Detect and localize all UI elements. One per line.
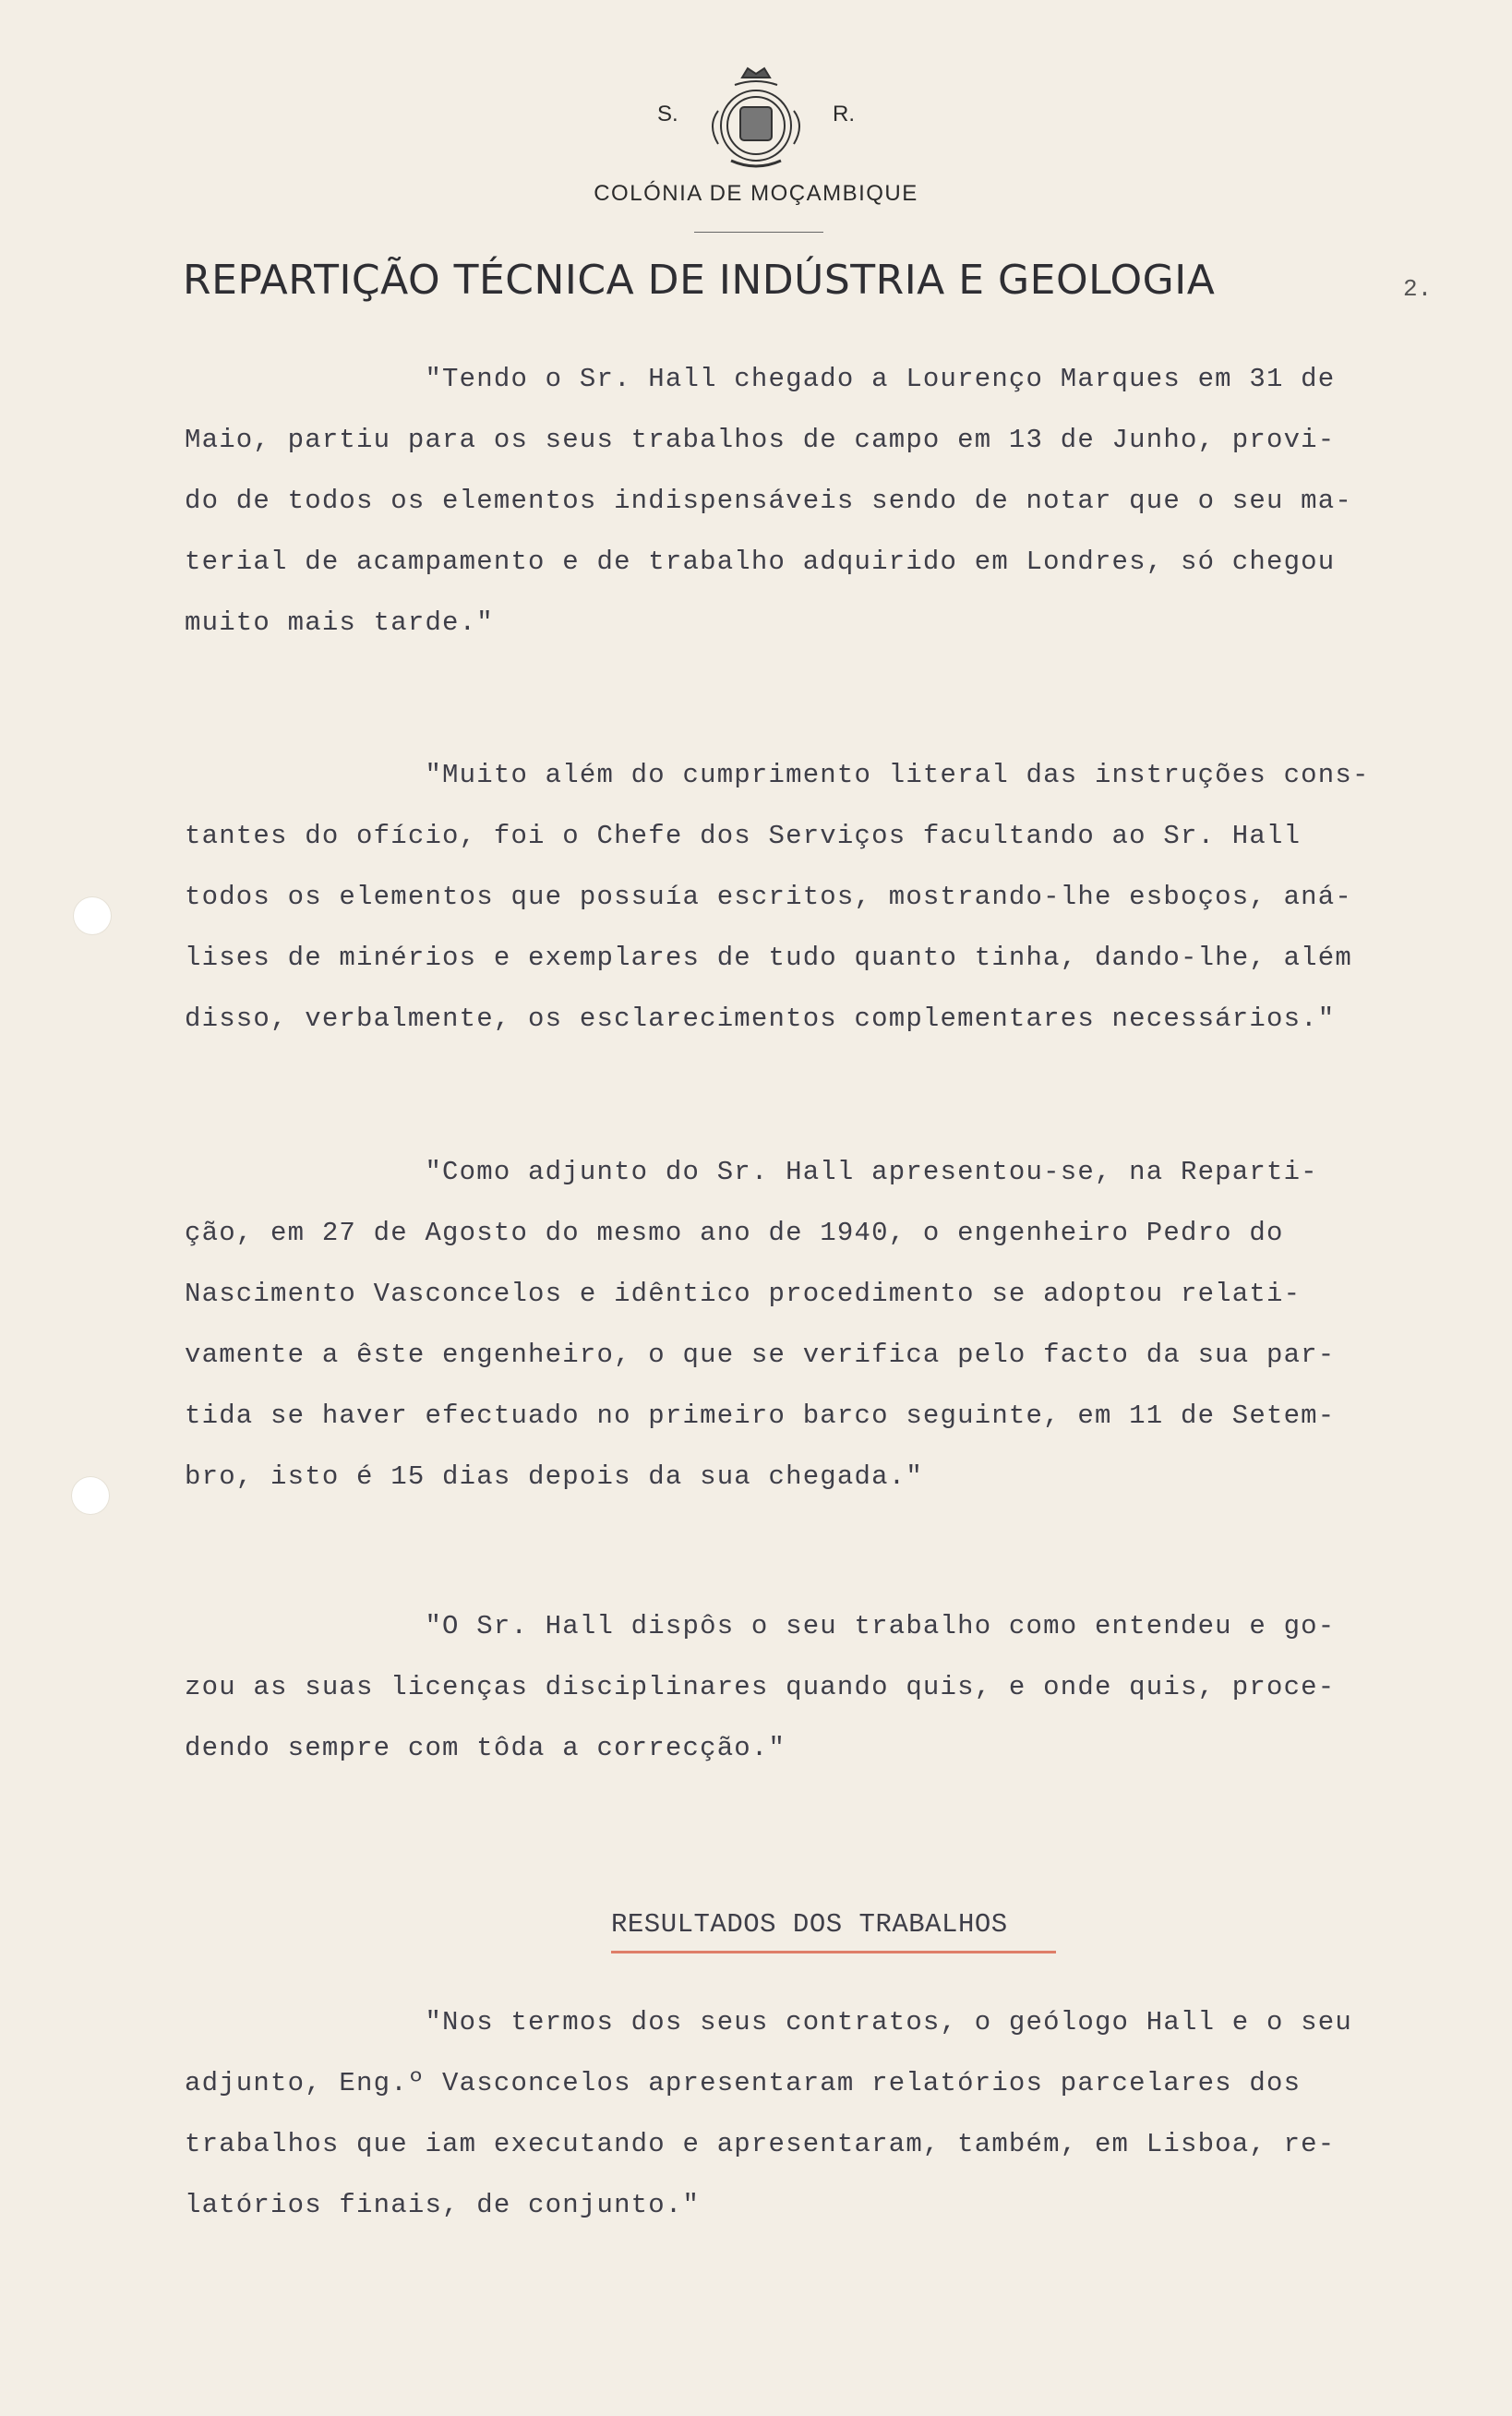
- text-line: zou as suas licenças disciplinares quando quis, e onde quis, proce-: [185, 1672, 1336, 1702]
- text-line: Maio, partiu para os seus trabalhos de campo em 13 de Junho, provi-: [185, 425, 1336, 455]
- paragraph-3: [185, 1142, 1458, 1508]
- punch-hole: [74, 897, 111, 934]
- text-line: vamente a êste engenheiro, o que se verifica pelo facto da sua par-: [185, 1340, 1336, 1370]
- text-line: do de todos os elementos indispensáveis sendo de notar que o seu ma-: [185, 486, 1352, 516]
- text-line: Nascimento Vasconcelos e idêntico procedimento se adoptou relati-: [185, 1279, 1302, 1309]
- text-line: latórios finais, de conjunto.": [185, 2190, 701, 2220]
- text-line: tantes do ofício, foi o Chefe dos Serviços facultando ao Sr. Hall: [185, 821, 1302, 851]
- text-line: "Como adjunto do Sr. Hall apresentou-se, na Reparti-: [185, 1157, 1318, 1187]
- paragraph-5: [185, 1992, 1458, 2236]
- text-line: "O Sr. Hall dispôs o seu trabalho como entendeu e go-: [185, 1611, 1336, 1641]
- paragraph-4: [185, 1596, 1458, 1779]
- text-line: todos os elementos que possuía escritos, mostrando-lhe esboços, aná-: [185, 882, 1352, 912]
- text-line: bro, isto é 15 dias depois da sua chegada.": [185, 1461, 923, 1492]
- punch-hole: [72, 1477, 109, 1514]
- page-number: 2.: [1403, 275, 1433, 303]
- text-line: trabalhos que iam executando e apresentaram, também, em Lisboa, re-: [185, 2129, 1336, 2159]
- section-heading: RESULTADOS DOS TRABALHOS: [611, 1909, 1008, 1940]
- seal-left-letter: S.: [657, 102, 678, 126]
- text-line: ção, em 27 de Agosto do mesmo ano de 1940, o engenheiro Pedro do: [185, 1218, 1284, 1248]
- text-line: terial de acampamento e de trabalho adquirido em Londres, só chegou: [185, 547, 1336, 577]
- coat-of-arms-seal: [698, 65, 814, 174]
- seal-right-letter: R.: [833, 102, 855, 126]
- paragraph-1: [185, 349, 1458, 654]
- colony-name: COLÓNIA DE MOÇAMBIQUE: [594, 181, 918, 206]
- text-line: "Nos termos dos seus contratos, o geólogo Hall e o seu: [185, 2007, 1352, 2037]
- text-line: "Tendo o Sr. Hall chegado a Lourenço Marques em 31 de: [185, 364, 1336, 394]
- text-line: lises de minérios e exemplares de tudo quanto tinha, dando-lhe, além: [185, 943, 1352, 973]
- text-line: "Muito além do cumprimento literal das instruções cons-: [185, 760, 1370, 790]
- text-line: disso, verbalmente, os esclarecimentos complementares necessários.": [185, 1004, 1336, 1034]
- heading-underline: [611, 1951, 1056, 1953]
- text-line: dendo sempre com tôda a correcção.": [185, 1733, 786, 1763]
- paragraph-2: [185, 745, 1458, 1050]
- department-title: REPARTIÇÃO TÉCNICA DE INDÚSTRIA E GEOLOGIA: [183, 257, 1216, 304]
- letterhead-divider: [694, 232, 823, 233]
- text-line: adjunto, Eng.º Vasconcelos apresentaram relatórios parcelares dos: [185, 2068, 1302, 2098]
- letterhead-seal-row: [0, 65, 1512, 175]
- text-line: tida se haver efectuado no primeiro barco seguinte, em 11 de Setem-: [185, 1400, 1336, 1431]
- text-line: muito mais tarde.": [185, 607, 494, 638]
